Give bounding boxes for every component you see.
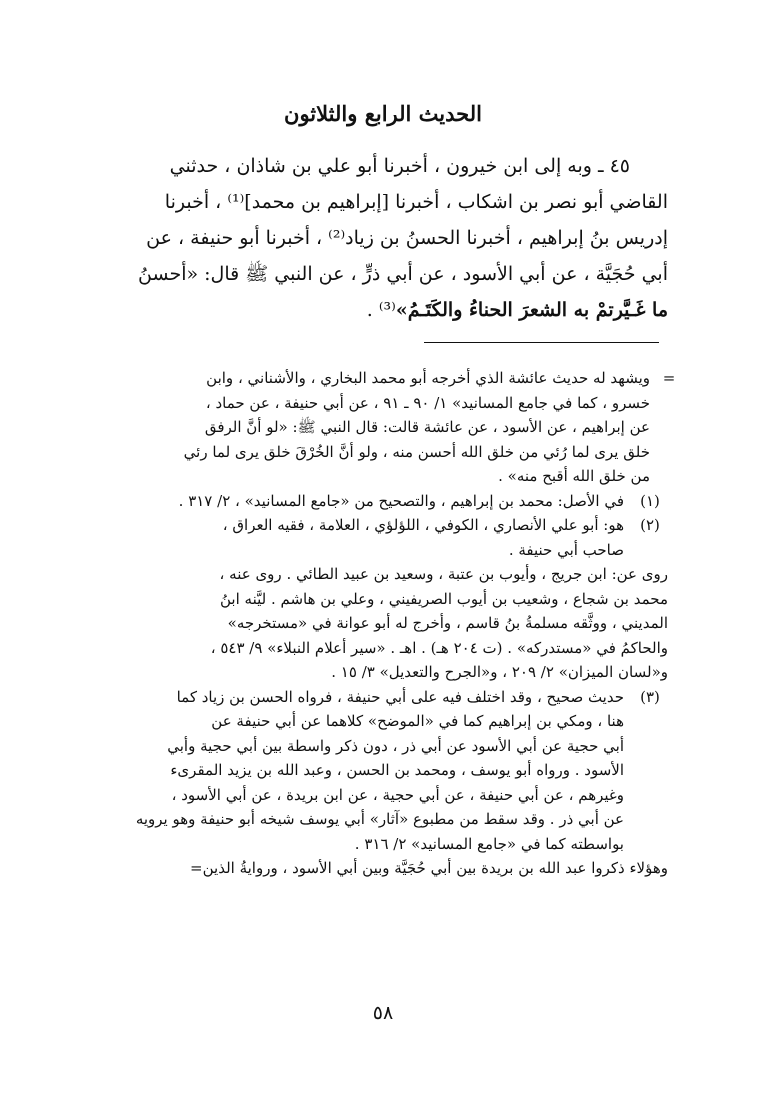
footnote-2-continued bbox=[112, 562, 668, 685]
footnote-number: (٣) bbox=[640, 687, 660, 706]
hadith-line-2: القاضي أبو نصر بن اشكاب ، أخبرنا [إبراهيم بن محمد]⁽¹⁾ ، أخبرنا bbox=[164, 191, 668, 213]
hadith-line-5 bbox=[112, 292, 668, 328]
footnote-line: خسرو ، كما في جامع المسانيد» ١/ ٩٠ ـ ٩١ ، عن أبي حنيفة ، عن حماد ، bbox=[205, 393, 650, 412]
footnote-line: بواسطته كما في «جامع المسانيد» ٢/ ٣١٦ . bbox=[354, 834, 624, 853]
hadith-line-1: ٤٥ ـ وبه إلى ابن خيرون ، أخبرنا أبو علي بن شاذان ، حدثني bbox=[169, 155, 630, 177]
footnote-continuation bbox=[112, 366, 676, 489]
hadith-line-3: إدريس بنُ إبراهيم ، أخبرنا الحسنُ بن زياد⁽²⁾ ، أخبرنا أبو حنيفة ، عن bbox=[146, 227, 668, 249]
footnote-line: خلق يرى لما رُئي من خلق الله أحسن منه ، ولو أنَّ الخُرْقَ خلق يرى لما رئي bbox=[183, 442, 650, 461]
footnote-1 bbox=[112, 489, 668, 514]
footnote-line: هو: أبو علي الأنصاري ، الكوفي ، اللؤلؤي ، العلامة ، فقيه العراق ، bbox=[222, 516, 624, 534]
continuation-mark: = bbox=[662, 369, 676, 387]
chapter-title: الحديث الرابع والثلاثون bbox=[284, 101, 482, 126]
footnote-number: (١) bbox=[640, 491, 660, 510]
footnote-separator bbox=[424, 342, 659, 343]
footnote-line: عن أبي ذر . وقد سقط من مطبوع «آثار» أبي يوسف شيخه أبو حنيفة وهو يرويه bbox=[135, 810, 624, 828]
footnote-line: هنا ، ومكي بن إبراهيم كما في «الموضح» كلاهما عن أبي حنيفة عن bbox=[211, 712, 624, 730]
hadith-quote-bold: ما غَـيَّرتمْ به الشعرَ الحناءُ والكَتَـمُ» bbox=[395, 299, 668, 321]
footnote-line: في الأصل: محمد بن إبراهيم ، والتصحيح من «جامع المسانيد» ، ٢/ ٣١٧ . bbox=[178, 491, 624, 510]
footnote-line: عن إبراهيم ، عن الأسود ، عن عائشة قالت: قال النبي ﷺ: «لو أنَّ الرفق bbox=[204, 418, 650, 436]
footnote-line: الأسود . ورواه أبو يوسف ، ومحمد بن الحسن ، وعبد الله بن يزيد المقرىء bbox=[170, 761, 624, 779]
hadith-text bbox=[112, 148, 668, 328]
footnotes-section bbox=[112, 366, 676, 881]
footnote-line: وغيرهم ، عن أبي حنيفة ، عن أبي حجية ، عن ابن بريدة ، عن أبي الأسود ، bbox=[171, 785, 624, 804]
footnote-line: وهؤلاء ذكروا عبد الله بن بريدة بين أبي حُجَيَّة وبين أبي الأسود ، وروايةُ الذين= bbox=[190, 859, 668, 877]
footnote-line: أبي حجية عن أبي الأسود عن أبي ذر ، دون ذكر واسطة بين أبي حجية وأبي bbox=[167, 736, 624, 755]
footnote-line: المديني ، ووثَّقه مسلمةُ بنُ قاسم ، وأخرج له أبو عوانة في «مستخرجه» bbox=[227, 614, 668, 632]
footnote-2 bbox=[112, 513, 668, 562]
footnote-line: و«لسان الميزان» ٢/ ٢٠٩ ، و«الجرح والتعديل» ٣/ ١٥ . bbox=[331, 663, 668, 681]
footnote-3 bbox=[112, 685, 668, 857]
footnote-line: محمد بن شجاع ، وشعيب بن أيوب الصريفيني ، وعلي بن هاشم . ليَّنه ابنُ bbox=[220, 589, 668, 608]
page-number: ٥٨ bbox=[372, 1002, 394, 1024]
hadith-footnote-ref: ⁽³⁾ . bbox=[366, 299, 396, 321]
footnote-line: روى عن: ابن جريج ، وأيوب بن عتبة ، وسعيد بن عبيد الطائي . روى عنه ، bbox=[219, 565, 668, 583]
footnote-line: والحاكمُ في «مستدركه» . (ت ٢٠٤ هـ) . اهـ . «سير أعلام النبلاء» ٩/ ٥٤٣ ، bbox=[210, 638, 668, 657]
footnote-3-continued bbox=[112, 856, 668, 881]
footnote-line: من خلق الله أقبح منه» . bbox=[498, 467, 650, 485]
footnote-line: حديث صحيح ، وقد اختلف فيه على أبي حنيفة ، فرواه الحسن بن زياد كما bbox=[176, 687, 624, 706]
footnote-number: (٢) bbox=[640, 516, 660, 534]
footnote-line: صاحب أبي حنيفة . bbox=[508, 540, 624, 559]
hadith-line-4: أبي حُجَيَّة ، عن أبي الأسود ، عن أبي ذرٍّ ، عن النبي ﷺ قال: «أحسنُ bbox=[138, 263, 668, 285]
footnote-line: ويشهد له حديث عائشة الذي أخرجه أبو محمد البخاري ، والأشناني ، وابن bbox=[206, 369, 650, 387]
